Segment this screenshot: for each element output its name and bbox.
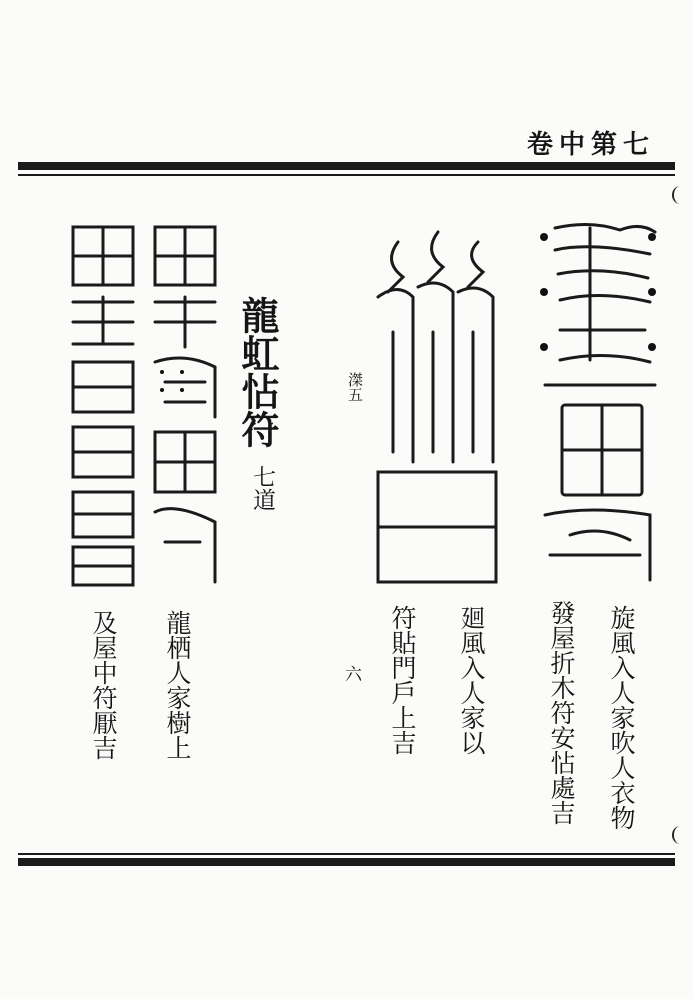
- page-edge-mark-top: [672, 186, 688, 204]
- talisman-dot-1: [540, 233, 548, 241]
- talisman-1-caption-col-2: 發屋折木符安怗處吉: [547, 600, 576, 825]
- talisman-dot-3: [540, 288, 548, 296]
- header-rule-thin: [18, 174, 675, 176]
- talisman-3-dot-4: [180, 388, 184, 392]
- talisman-dot-2: [648, 233, 656, 241]
- talisman-3-caption-col-2: 及屋中符厭吉: [89, 610, 118, 760]
- volume-header-label: 卷中第七: [526, 130, 655, 160]
- talisman-3-dot-3: [160, 388, 164, 392]
- talisman-3-dot-1: [160, 370, 164, 374]
- header-rule-thick: [18, 162, 675, 170]
- talisman-3-title: 龍虹怗符: [235, 296, 280, 448]
- talisman-3-count: 七道: [249, 465, 275, 511]
- talisman-seal-glyph-2: [368, 222, 503, 592]
- talisman-2-caption-col-1: 廻風入人家以: [457, 605, 486, 755]
- talisman-dot-4: [648, 288, 656, 296]
- talisman-seal-glyph-3: [65, 222, 225, 592]
- talisman-seal-glyph-1: [530, 210, 670, 590]
- page-edge-mark-bottom: [672, 826, 688, 844]
- talisman-dot-5: [540, 343, 548, 351]
- talisman-3-caption-col-1: 龍栖人家樹上: [163, 610, 192, 760]
- footer-rule-thin: [18, 853, 675, 855]
- talisman-2-side-note: 滐五: [346, 372, 364, 402]
- talisman-2-caption-col-2: 符貼門戶上吉: [388, 605, 417, 755]
- talisman-2-number: 六: [345, 665, 362, 685]
- talisman-dot-6: [648, 343, 656, 351]
- talisman-3-dot-2: [180, 370, 184, 374]
- footer-rule-thick: [18, 858, 675, 866]
- talisman-1-caption-col-1: 旋風入人家吹人衣物: [607, 605, 636, 830]
